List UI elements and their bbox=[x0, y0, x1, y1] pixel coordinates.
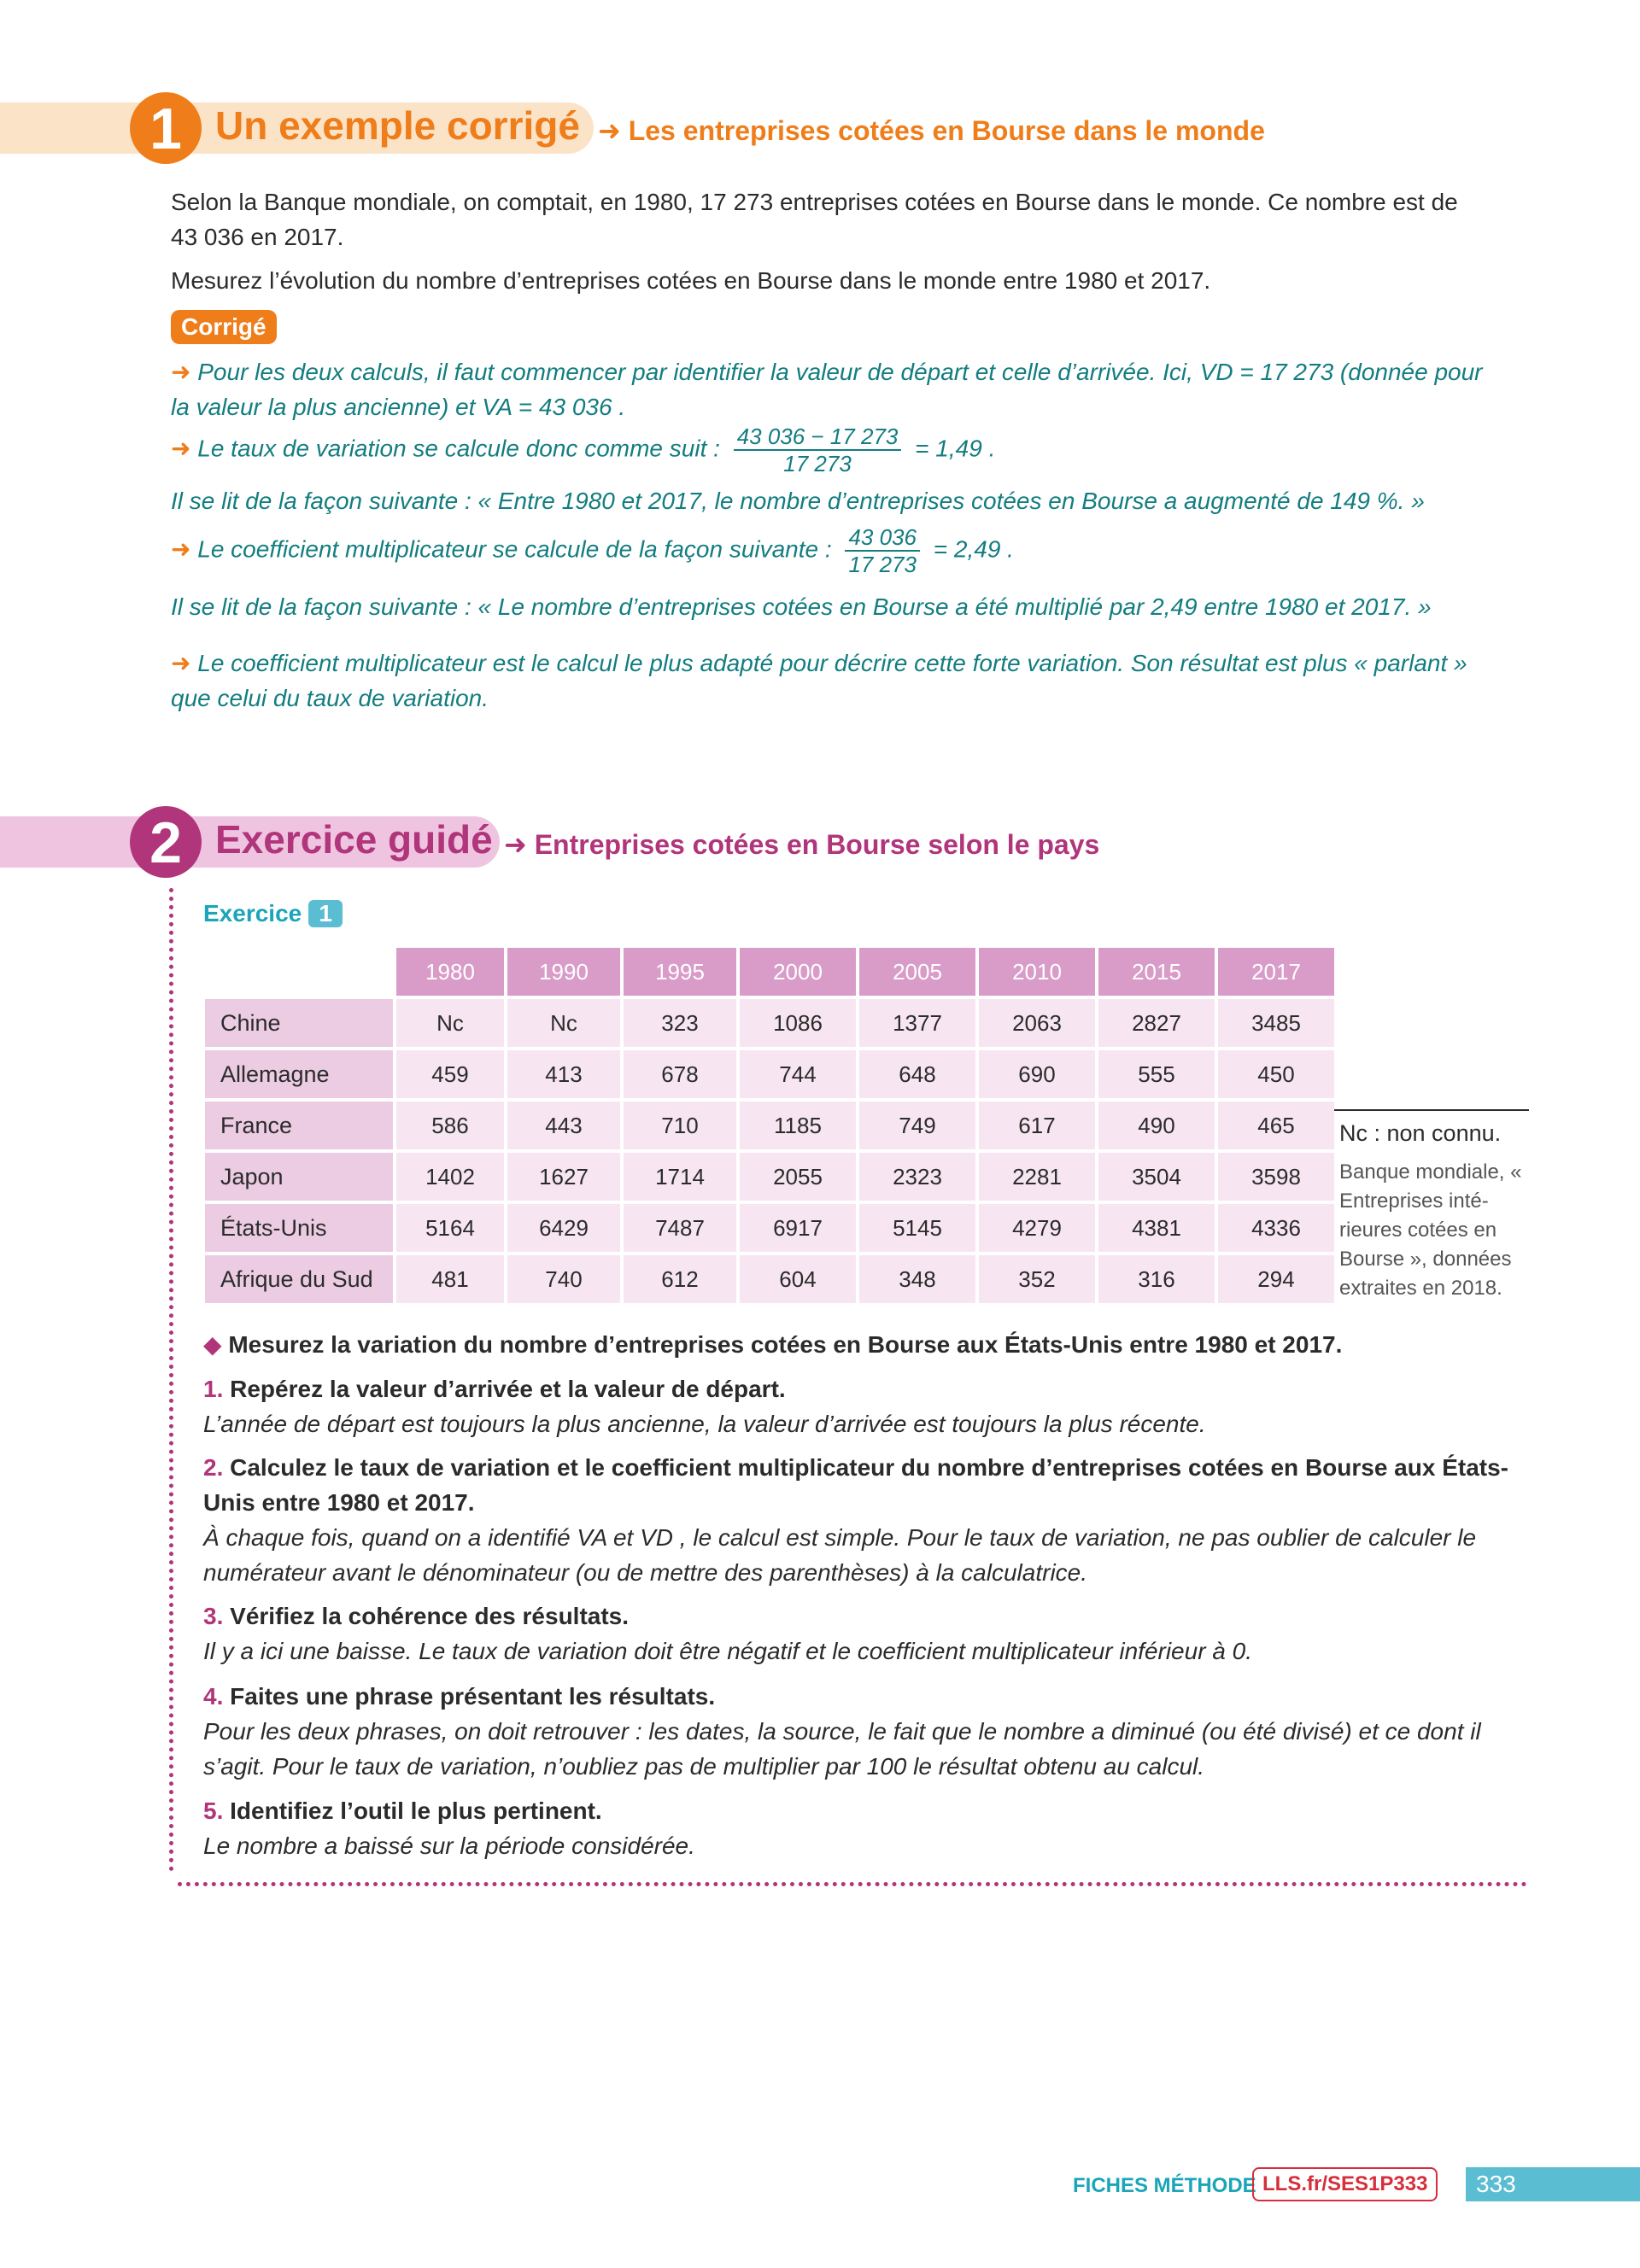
dotted-border-bottom bbox=[178, 1882, 1527, 1886]
value-cell: 1377 bbox=[859, 999, 975, 1047]
exercise-number-badge: 1 bbox=[308, 900, 343, 927]
exercise-question bbox=[203, 1330, 1342, 1359]
value-cell: 481 bbox=[396, 1255, 504, 1303]
step-title: Faites une phrase présentant les résultats. bbox=[230, 1683, 716, 1710]
value-cell: 744 bbox=[740, 1050, 856, 1098]
section1-subtitle-text: Les entreprises cotées en Bourse dans le monde bbox=[628, 115, 1265, 146]
table-row bbox=[205, 1153, 1334, 1201]
section2-subtitle bbox=[504, 828, 1099, 861]
value-cell: 3598 bbox=[1218, 1153, 1334, 1201]
value-cell: 323 bbox=[624, 999, 736, 1047]
arrow-right-icon: ➜ bbox=[171, 650, 191, 676]
companies-table bbox=[202, 944, 1338, 1306]
corrige-point-3: Il se lit de la façon suivante : « Entre 1980 et 2017, le nombre d’entreprises cotées en Bourse a augmenté de 149 %. » bbox=[171, 488, 1425, 514]
step-hint: À chaque fois, quand on a identifié VA et VD , le calcul est simple. Pour le taux de variation, ne pas oublier de calculer le numérateur avant le dénominateur (ou de mettre des parenthèses) à la calculatrice. bbox=[203, 1524, 1477, 1586]
value-cell: 5145 bbox=[859, 1204, 975, 1252]
table-source: Banque mondiale, « Entreprises inté-rieures cotées en Bourse », données extraites en 2018. bbox=[1339, 1160, 1522, 1300]
table-row bbox=[205, 999, 1334, 1047]
value-cell: 3504 bbox=[1098, 1153, 1215, 1201]
section1-subtitle bbox=[598, 114, 1265, 147]
section2-number: 2 bbox=[130, 806, 202, 878]
section1-paragraph-2: Mesurez l’évolution du nombre d’entreprises cotées en Bourse dans le monde entre 1980 et 2017. bbox=[171, 267, 1211, 294]
corrige-point-1-text: Pour les deux calculs, il faut commencer par identifier la valeur de départ et celle d’arrivée. Ici, VD = 17 273 (donnée pour la valeur la plus ancienne) et VA = 43 036 . bbox=[171, 359, 1483, 420]
value-cell: 443 bbox=[507, 1102, 620, 1149]
footer-section-label: FICHES MÉTHODE bbox=[1073, 2174, 1256, 2197]
step-2 bbox=[203, 1450, 1519, 1590]
value-cell: 710 bbox=[624, 1102, 736, 1149]
value-cell: 459 bbox=[396, 1050, 504, 1098]
value-cell: 555 bbox=[1098, 1050, 1215, 1098]
step-hint: Il y a ici une baisse. Le taux de variation doit être négatif et le coefficient multiplicateur inférieur à 0. bbox=[203, 1638, 1253, 1664]
year-header: 2017 bbox=[1218, 948, 1334, 996]
country-cell: Japon bbox=[205, 1153, 393, 1201]
corrige-point-6 bbox=[171, 646, 1486, 716]
table-row bbox=[205, 1204, 1334, 1252]
coefficient-label: Le coefficient multiplicateur se calcule de la façon suivante : bbox=[197, 535, 832, 563]
value-cell: 4279 bbox=[979, 1204, 1095, 1252]
value-cell: 465 bbox=[1218, 1102, 1334, 1149]
corrige-point-1 bbox=[171, 354, 1486, 424]
table-row bbox=[205, 1102, 1334, 1149]
value-cell: 2323 bbox=[859, 1153, 975, 1201]
step-5 bbox=[203, 1793, 1519, 1863]
fraction-denominator: 17 273 bbox=[848, 552, 917, 577]
value-cell: 3485 bbox=[1218, 999, 1334, 1047]
value-cell: 4381 bbox=[1098, 1204, 1215, 1252]
year-header: 1995 bbox=[624, 948, 736, 996]
year-header: 2005 bbox=[859, 948, 975, 996]
fraction-denominator: 17 273 bbox=[783, 451, 852, 476]
value-cell: 348 bbox=[859, 1255, 975, 1303]
diamond-bullet-icon: ◆ bbox=[203, 1331, 222, 1358]
table-corner bbox=[205, 948, 393, 996]
exercise-question-text: Mesurez la variation du nombre d’entreprises cotées en Bourse aux États-Unis entre 1980 et 2017. bbox=[228, 1331, 1343, 1358]
corrige-point-4 bbox=[171, 524, 1486, 577]
value-cell: 648 bbox=[859, 1050, 975, 1098]
value-cell: 690 bbox=[979, 1050, 1095, 1098]
value-cell: 316 bbox=[1098, 1255, 1215, 1303]
arrow-right-icon: ➜ bbox=[598, 115, 621, 146]
value-cell: 2055 bbox=[740, 1153, 856, 1201]
value-cell: 4336 bbox=[1218, 1204, 1334, 1252]
value-cell: 612 bbox=[624, 1255, 736, 1303]
step-hint: Pour les deux phrases, on doit retrouver : les dates, la source, le fait que le nombre a diminué (ou été divisé) et ce dont il s’agit. Pour le taux de variation, n’oubliez pas de multiplier par 100 le résultat obtenu au calcul. bbox=[203, 1718, 1481, 1780]
step-title: Vérifiez la cohérence des résultats. bbox=[230, 1603, 630, 1629]
arrow-right-icon: ➜ bbox=[504, 829, 527, 860]
step-4 bbox=[203, 1679, 1519, 1784]
taux-variation-result: = 1,49 . bbox=[915, 435, 996, 462]
taux-variation-fraction bbox=[734, 424, 902, 476]
page-number: 333 bbox=[1466, 2167, 1640, 2201]
note-nc: Nc : non connu. bbox=[1339, 1120, 1502, 1146]
country-cell: Allemagne bbox=[205, 1050, 393, 1098]
footer-link[interactable]: LLS.fr/SES1P333 bbox=[1252, 2167, 1438, 2201]
value-cell: 1185 bbox=[740, 1102, 856, 1149]
step-hint: Le nombre a baissé sur la période considérée. bbox=[203, 1833, 695, 1859]
value-cell: 678 bbox=[624, 1050, 736, 1098]
note-divider bbox=[1334, 1109, 1529, 1111]
step-number: 1. bbox=[203, 1376, 224, 1402]
value-cell: 2827 bbox=[1098, 999, 1215, 1047]
step-1 bbox=[203, 1371, 1519, 1441]
section1-paragraph-1: Selon la Banque mondiale, on comptait, en 1980, 17 273 entreprises cotées en Bourse dans le monde. Ce nombre est de 43 036 en 2017. bbox=[171, 189, 1458, 250]
year-header: 2010 bbox=[979, 948, 1095, 996]
country-cell: Chine bbox=[205, 999, 393, 1047]
exercise-label bbox=[203, 900, 343, 927]
corrige-point-6-text: Le coefficient multiplicateur est le calcul le plus adapté pour décrire cette forte variation. Son résultat est plus « parlant » que celui du taux de variation. bbox=[171, 650, 1467, 711]
table-row bbox=[205, 1050, 1334, 1098]
step-title: Calculez le taux de variation et le coefficient multiplicateur du nombre d’entreprises cotées en Bourse aux États-Unis entre 1980 et 2017. bbox=[203, 1454, 1509, 1516]
table-row bbox=[205, 1255, 1334, 1303]
step-number: 2. bbox=[203, 1454, 224, 1481]
value-cell: 740 bbox=[507, 1255, 620, 1303]
section1-number: 1 bbox=[130, 92, 202, 164]
country-cell: Afrique du Sud bbox=[205, 1255, 393, 1303]
year-header: 2015 bbox=[1098, 948, 1215, 996]
value-cell: 2281 bbox=[979, 1153, 1095, 1201]
coefficient-result: = 2,49 . bbox=[933, 535, 1014, 563]
section2-title: Exercice guidé bbox=[215, 817, 493, 862]
fraction-numerator: 43 036 − 17 273 bbox=[734, 424, 902, 451]
step-title: Repérez la valeur d’arrivée et la valeur de départ. bbox=[230, 1376, 786, 1402]
fraction-numerator: 43 036 bbox=[845, 524, 920, 552]
value-cell: 7487 bbox=[624, 1204, 736, 1252]
value-cell: 6429 bbox=[507, 1204, 620, 1252]
value-cell: 490 bbox=[1098, 1102, 1215, 1149]
value-cell: 749 bbox=[859, 1102, 975, 1149]
dotted-border-left bbox=[169, 888, 173, 1872]
value-cell: 1714 bbox=[624, 1153, 736, 1201]
value-cell: 450 bbox=[1218, 1050, 1334, 1098]
year-header: 1990 bbox=[507, 948, 620, 996]
section1-title: Un exemple corrigé bbox=[215, 103, 580, 148]
step-number: 5. bbox=[203, 1797, 224, 1824]
step-hint: L’année de départ est toujours la plus ancienne, la valeur d’arrivée est toujours la plus récente. bbox=[203, 1411, 1206, 1437]
step-title: Identifiez l’outil le plus pertinent. bbox=[230, 1797, 602, 1824]
taux-variation-label: Le taux de variation se calcule donc comme suit : bbox=[197, 435, 720, 462]
year-header: 2000 bbox=[740, 948, 856, 996]
value-cell: 1627 bbox=[507, 1153, 620, 1201]
value-cell: 1086 bbox=[740, 999, 856, 1047]
coefficient-fraction bbox=[845, 524, 920, 577]
step-number: 3. bbox=[203, 1603, 224, 1629]
arrow-right-icon: ➜ bbox=[171, 435, 191, 462]
step-number: 4. bbox=[203, 1683, 224, 1710]
value-cell: 604 bbox=[740, 1255, 856, 1303]
arrow-right-icon: ➜ bbox=[171, 535, 191, 563]
value-cell: Nc bbox=[396, 999, 504, 1047]
value-cell: 2063 bbox=[979, 999, 1095, 1047]
corrige-point-2 bbox=[171, 424, 1486, 476]
country-cell: États-Unis bbox=[205, 1204, 393, 1252]
value-cell: 413 bbox=[507, 1050, 620, 1098]
country-cell: France bbox=[205, 1102, 393, 1149]
value-cell: 617 bbox=[979, 1102, 1095, 1149]
section2-subtitle-text: Entreprises cotées en Bourse selon le pays bbox=[534, 829, 1100, 860]
value-cell: 6917 bbox=[740, 1204, 856, 1252]
exercise-label-text: Exercice bbox=[203, 900, 302, 926]
value-cell: 5164 bbox=[396, 1204, 504, 1252]
step-3 bbox=[203, 1599, 1519, 1669]
arrow-right-icon: ➜ bbox=[171, 359, 191, 385]
value-cell: 1402 bbox=[396, 1153, 504, 1201]
value-cell: Nc bbox=[507, 999, 620, 1047]
value-cell: 294 bbox=[1218, 1255, 1334, 1303]
value-cell: 352 bbox=[979, 1255, 1095, 1303]
corrige-badge: Corrigé bbox=[171, 310, 277, 344]
year-header: 1980 bbox=[396, 948, 504, 996]
table-header-row bbox=[205, 948, 1334, 996]
value-cell: 586 bbox=[396, 1102, 504, 1149]
corrige-point-5: Il se lit de la façon suivante : « Le nombre d’entreprises cotées en Bourse a été multiplié par 2,49 entre 1980 et 2017. » bbox=[171, 593, 1432, 620]
